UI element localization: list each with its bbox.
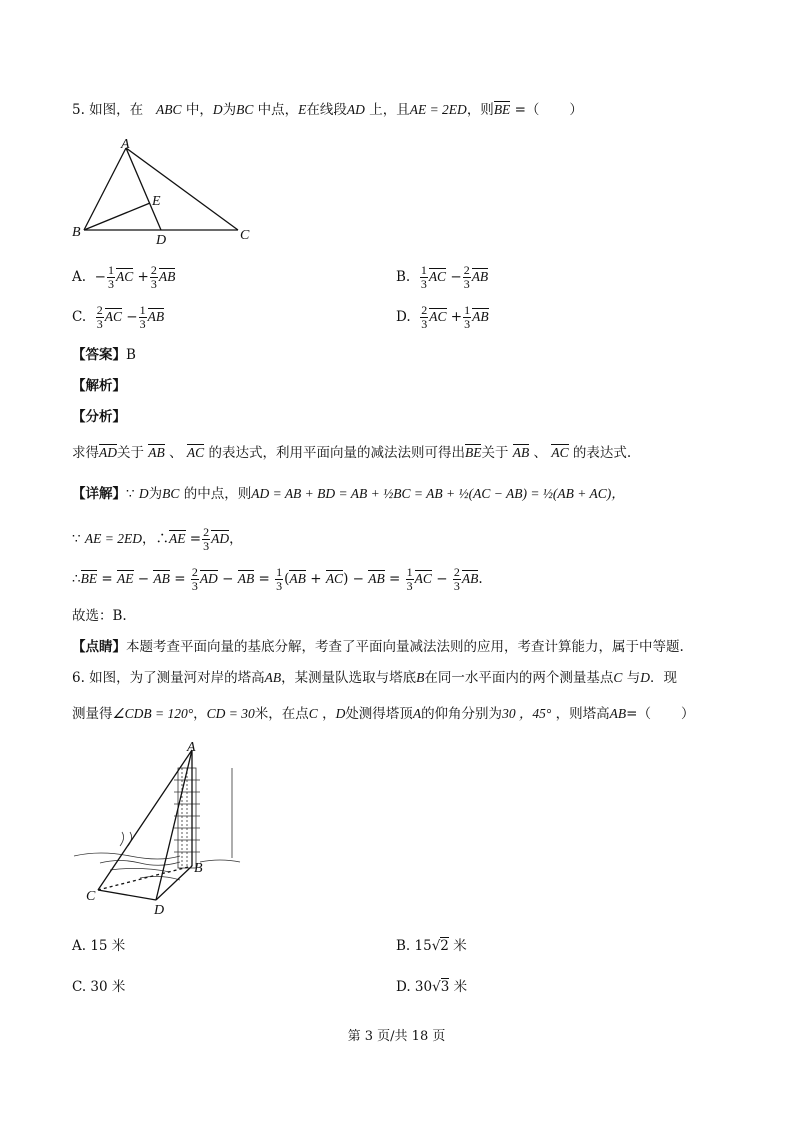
label-D: D — [156, 233, 167, 248]
label-C: C — [86, 889, 96, 904]
page-footer: 第 3 页/共 18 页 — [347, 1029, 446, 1044]
q6-option-b[interactable]: B. 15√2 米 — [396, 938, 467, 954]
q5-triangle-figure — [66, 136, 266, 248]
q5-option-a[interactable]: A. − $\frac{1}{3}$ AC + $\frac{2}{3}$ AB — [72, 263, 176, 291]
q6-stem-line-1: 6. 如图，为了测量河对岸的塔高AB，某测量队选取与塔底B在同一水平面内的两个测量基点C 与D．现 — [72, 670, 677, 686]
label-A: A — [121, 137, 130, 152]
q6-option-c[interactable]: C. 30 米 — [72, 979, 126, 995]
label-D: D — [154, 903, 165, 918]
sqrt-symbol: √ — [431, 938, 441, 954]
fenxi-heading: 【分析】 — [72, 409, 126, 425]
label-B: B — [194, 861, 203, 876]
dianjing: 【点睛】本题考查平面向量的基底分解，考查了平面向量减法法则的应用，考查计算能力，属于中等题. — [72, 639, 684, 655]
sqrt-symbol: √ — [432, 979, 441, 995]
q5-option-c[interactable]: C. $\frac{2}{3}$ AC − $\frac{1}{3}$ AB — [72, 303, 165, 331]
answer-line: 【答案】B — [72, 347, 136, 363]
detail-line-1: 【详解】∵ D为BC 的中点，则AD = AB + BD = AB + ½BC = AB + ½(AC − AB) = ½(AB + AC)， — [72, 486, 625, 502]
q6-tower-figure — [70, 738, 245, 918]
q6-option-a[interactable]: A. 15 米 — [72, 938, 126, 954]
q6-stem-line-2: 测量得∠CDB = 120°，CD = 30米，在点C ，D处测得塔顶A的仰角分别为30 ，45° ，则塔高AB=（ ） — [72, 706, 695, 722]
detail-line-2: ∵ AE = 2ED，∴AE = $\frac{2}{3}$ AD， — [72, 525, 243, 553]
q5-option-b[interactable]: B. $\frac{1}{3}$ AC − $\frac{2}{3}$ AB — [396, 263, 489, 291]
label-C: C — [240, 228, 250, 243]
guxuan: 故选：B. — [72, 608, 127, 624]
label-E: E — [152, 194, 161, 209]
detail-line-3: ∴BE = AE − AB = $\frac{2}{3}$ AD − AB = $\frac{1}{3}$ (AB + AC) − AB = $\frac{1}{3}$ AC − $\frac{2}{3}$ AB. — [72, 565, 483, 593]
q5-option-d[interactable]: D. $\frac{2}{3}$ AC + $\frac{1}{3}$ AB — [396, 303, 489, 331]
q6-option-d[interactable]: D. 30√3 米 — [396, 979, 468, 995]
jiexi-heading: 【解析】 — [72, 378, 126, 394]
fenxi-text: 求得AD关于 AB 、 AC 的表达式，利用平面向量的减法法则可得出BE关于 AB 、 AC 的表达式. — [72, 445, 632, 461]
label-B: B — [72, 225, 81, 240]
q5-stem: 5. 如图，在 ABC 中，D为BC 中点，E在线段AD 上，且AE = 2ED，则BE =（ ） — [72, 102, 583, 118]
label-A: A — [187, 740, 196, 755]
